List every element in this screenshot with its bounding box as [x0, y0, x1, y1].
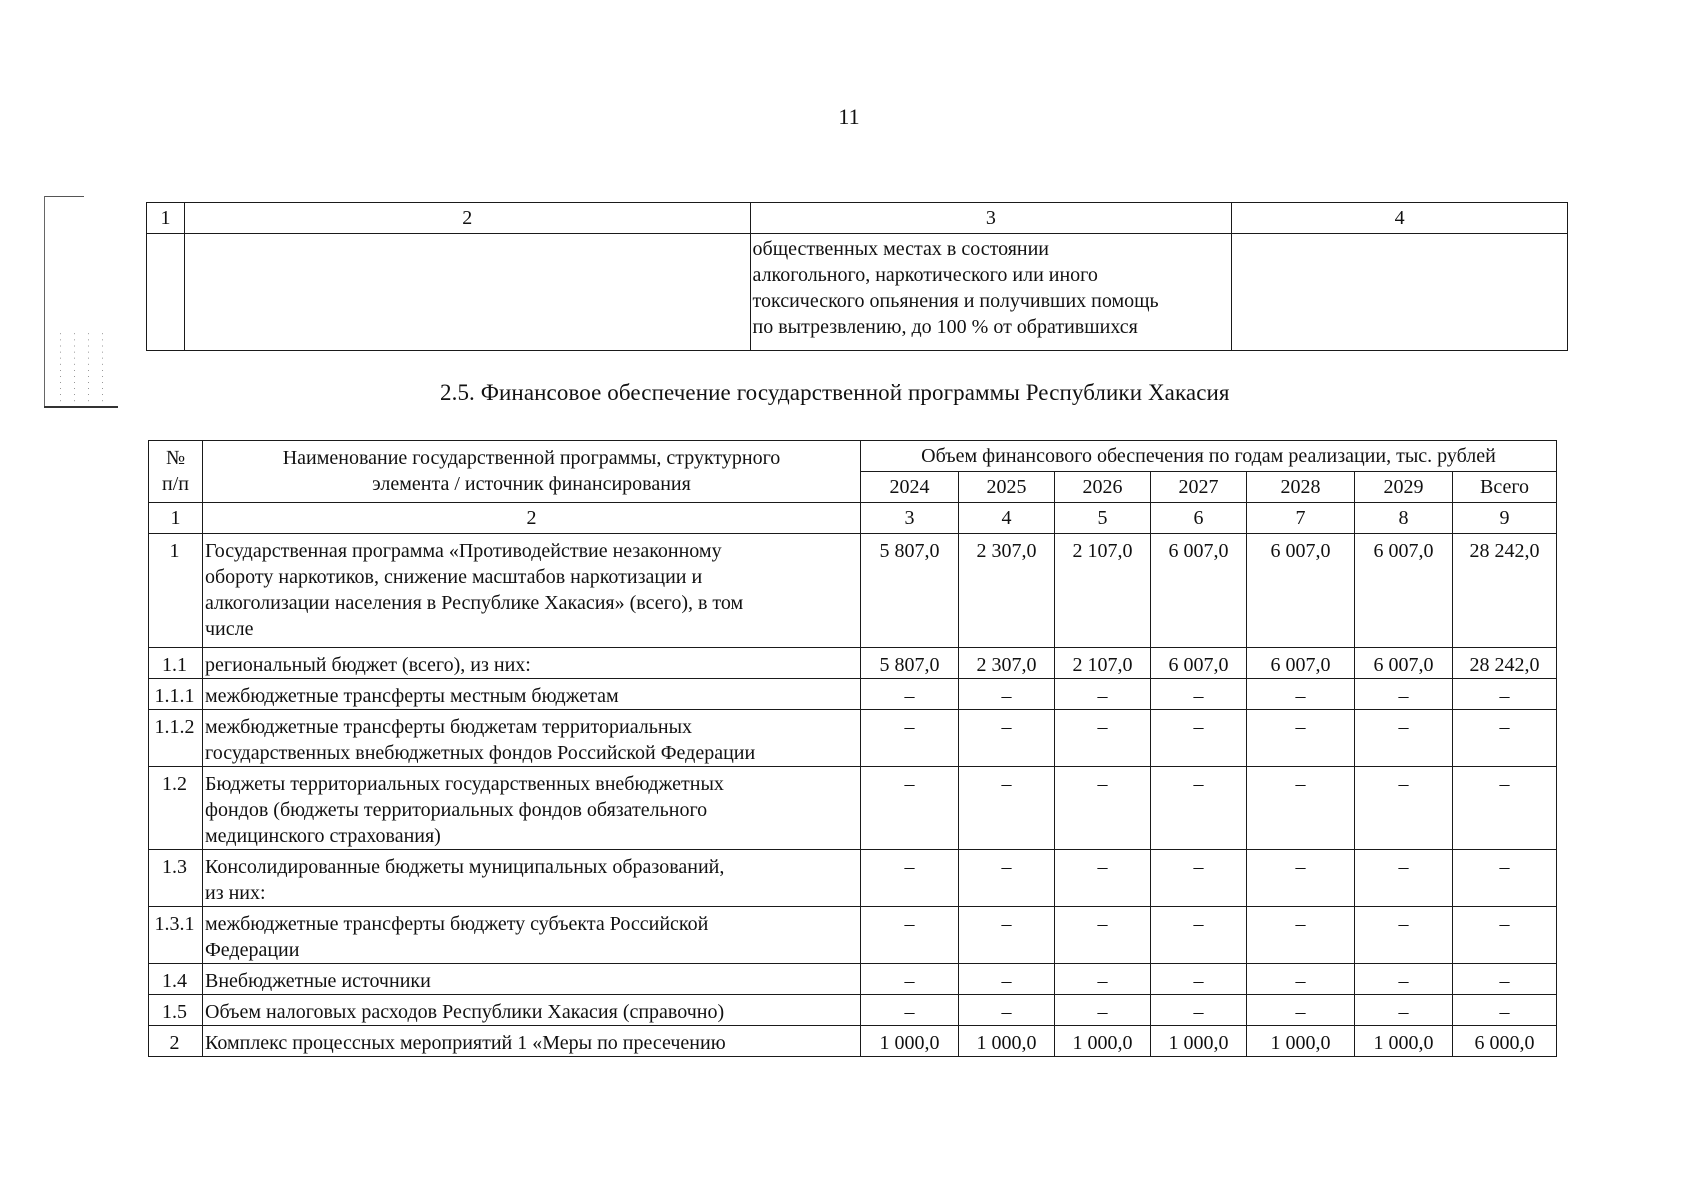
row-year-value-cell: 5 807,0 [861, 648, 959, 679]
row-year-value-cell: – [1355, 710, 1453, 767]
page-number: 11 [838, 104, 860, 129]
row-year-value-cell: – [1055, 907, 1151, 964]
row-total-cell: – [1453, 995, 1557, 1026]
continuation-header-cell: 1 [147, 203, 185, 234]
continuation-text-line: токсического опьянения и получивших помощь [752, 290, 1159, 312]
financing-row [149, 710, 1557, 767]
row-name-cell [203, 767, 861, 850]
section-title: 2.5. Финансовое обеспечение государственной программы Республики Хакасия [440, 380, 1230, 405]
continuation-text-line: по вытрезвлению, до 100 % от обратившихся [752, 316, 1138, 338]
row-year-value-cell: – [1151, 710, 1247, 767]
row-year-value-cell: – [861, 995, 959, 1026]
row-year-value-cell: – [1355, 679, 1453, 710]
row-year-value-cell: – [1355, 964, 1453, 995]
row-year-value-cell: – [1055, 964, 1151, 995]
row-year-value-cell: – [959, 964, 1055, 995]
row-name-line: региональный бюджет (всего), из них: [205, 654, 531, 676]
header-name-line: Наименование государственной программы, структурного [282, 447, 781, 469]
financing-row [149, 995, 1557, 1026]
row-year-value-cell: – [1247, 710, 1355, 767]
row-name-line: Комплекс процессных мероприятий 1 «Меры по пресечению [205, 1032, 726, 1054]
row-total-cell: – [1453, 964, 1557, 995]
row-year-value-cell: – [1247, 850, 1355, 907]
row-total-cell: – [1453, 679, 1557, 710]
row-year-value-cell: – [1151, 907, 1247, 964]
header-year-cell: 2029 [1355, 472, 1453, 503]
row-total-cell: – [1453, 710, 1557, 767]
row-year-value-cell: 1 000,0 [861, 1026, 959, 1057]
row-year-value-cell: – [1355, 907, 1453, 964]
index-cell: 1 [149, 503, 203, 534]
row-number-cell: 1.3 [149, 850, 203, 907]
stamp-frame-left [44, 196, 45, 408]
stamp-line: . . . . . . . . . . . . [68, 332, 77, 402]
row-number-cell: 1.5 [149, 995, 203, 1026]
index-cell: 4 [959, 503, 1055, 534]
row-total-cell: 28 242,0 [1453, 648, 1557, 679]
row-year-value-cell: – [1151, 964, 1247, 995]
row-year-value-cell: – [1355, 767, 1453, 850]
row-total-cell: – [1453, 767, 1557, 850]
stamp-frame-bottom [44, 406, 118, 408]
row-name-cell [203, 534, 861, 648]
row-name-line: Консолидированные бюджеты муниципальных образований, [205, 856, 725, 878]
row-year-value-cell: – [861, 710, 959, 767]
row-name-line: фондов (бюджеты территориальных фондов обязательного [205, 799, 708, 821]
row-year-value-cell: – [861, 907, 959, 964]
row-year-value-cell: – [861, 767, 959, 850]
row-year-value-cell: – [861, 679, 959, 710]
row-number-cell: 1 [149, 534, 203, 648]
continuation-header-row [147, 203, 1568, 234]
row-year-value-cell: 1 000,0 [1247, 1026, 1355, 1057]
stamp-line: . . . . . . . . . . . . [82, 332, 91, 402]
row-year-value-cell: 5 807,0 [861, 534, 959, 648]
financing-row [149, 850, 1557, 907]
index-cell: 8 [1355, 503, 1453, 534]
row-year-value-cell: – [1247, 964, 1355, 995]
row-year-value-cell: – [1355, 850, 1453, 907]
row-name-line: межбюджетные трансферты бюджетам территориальных [205, 716, 693, 738]
row-number-cell: 1.4 [149, 964, 203, 995]
header-name-cell [203, 441, 861, 503]
header-year-cell: 2024 [861, 472, 959, 503]
header-year-cell: 2027 [1151, 472, 1247, 503]
row-year-value-cell: – [1355, 995, 1453, 1026]
row-name-line: Объем налоговых расходов Республики Хакасия (справочно) [205, 1001, 725, 1023]
row-year-value-cell: 6 007,0 [1151, 534, 1247, 648]
row-year-value-cell: 6 007,0 [1247, 648, 1355, 679]
row-year-value-cell: – [1151, 679, 1247, 710]
continuation-cell-4 [1232, 234, 1568, 351]
row-year-value-cell: 1 000,0 [1355, 1026, 1453, 1057]
financing-row [149, 534, 1557, 648]
financing-index-row [149, 503, 1557, 534]
header-year-cell: 2025 [959, 472, 1055, 503]
financing-row [149, 679, 1557, 710]
header-year-cell: 2026 [1055, 472, 1151, 503]
row-name-line: межбюджетные трансферты бюджету субъекта Российской [205, 913, 709, 935]
continuation-cell-3 [750, 234, 1232, 351]
row-year-value-cell: – [1247, 907, 1355, 964]
row-number-cell: 1.1.2 [149, 710, 203, 767]
row-number-cell: 1.1 [149, 648, 203, 679]
row-name-line: государственных внебюджетных фондов Российской Федерации [205, 742, 756, 764]
index-cell: 5 [1055, 503, 1151, 534]
continuation-header-cell: 4 [1232, 203, 1568, 234]
financing-row [149, 648, 1557, 679]
row-name-line: межбюджетные трансферты местным бюджетам [205, 685, 619, 707]
registration-stamp [44, 196, 120, 408]
row-year-value-cell: – [861, 964, 959, 995]
row-name-cell [203, 1026, 861, 1057]
row-year-value-cell: 1 000,0 [959, 1026, 1055, 1057]
financing-row [149, 964, 1557, 995]
row-number-cell: 1.2 [149, 767, 203, 850]
row-year-value-cell: – [1247, 767, 1355, 850]
continuation-header-cell: 2 [184, 203, 750, 234]
financing-table [148, 440, 1557, 1057]
index-cell: 6 [1151, 503, 1247, 534]
row-year-value-cell: – [1055, 995, 1151, 1026]
continuation-text-line: алкогольного, наркотического или иного [752, 264, 1098, 286]
continuation-table [146, 202, 1568, 351]
row-name-cell [203, 995, 861, 1026]
row-number-cell: 2 [149, 1026, 203, 1057]
row-year-value-cell: 2 307,0 [959, 534, 1055, 648]
stamp-frame-top [44, 196, 84, 197]
row-name-cell [203, 679, 861, 710]
continuation-text-line: общественных местах в состоянии [752, 238, 1049, 260]
row-year-value-cell: – [959, 995, 1055, 1026]
row-year-value-cell: 2 107,0 [1055, 534, 1151, 648]
row-name-line: Государственная программа «Противодействие незаконному [205, 540, 722, 562]
row-total-cell: 6 000,0 [1453, 1026, 1557, 1057]
row-year-value-cell: – [1055, 767, 1151, 850]
row-year-value-cell: – [959, 907, 1055, 964]
row-name-line: обороту наркотиков, снижение масштабов наркотизации и [205, 566, 703, 588]
index-cell: 9 [1453, 503, 1557, 534]
financing-header-row-1 [149, 441, 1557, 472]
row-year-value-cell: 1 000,0 [1151, 1026, 1247, 1057]
row-total-cell: – [1453, 907, 1557, 964]
row-year-value-cell: 6 007,0 [1151, 648, 1247, 679]
header-total-cell: Всего [1453, 472, 1557, 503]
row-name-line: Федерации [205, 939, 300, 961]
continuation-header-cell: 3 [750, 203, 1232, 234]
header-volume-cell: Объем финансового обеспечения по годам реализации, тыс. рублей [861, 441, 1557, 472]
row-year-value-cell: – [959, 679, 1055, 710]
stamp-line: . . . . . . . . . . . . [96, 332, 105, 402]
index-cell: 7 [1247, 503, 1355, 534]
header-number-line: п/п [162, 473, 189, 495]
row-name-cell [203, 907, 861, 964]
row-name-line: числе [205, 618, 254, 640]
row-year-value-cell: – [959, 850, 1055, 907]
row-name-cell [203, 710, 861, 767]
header-number-cell [149, 441, 203, 503]
row-year-value-cell: – [1247, 995, 1355, 1026]
row-name-line: медицинского страхования) [205, 825, 441, 847]
header-name-line: элемента / источник финансирования [372, 473, 691, 495]
row-year-value-cell: – [1151, 995, 1247, 1026]
row-name-line: из них: [205, 882, 266, 904]
row-total-cell: 28 242,0 [1453, 534, 1557, 648]
row-year-value-cell: 2 307,0 [959, 648, 1055, 679]
row-name-line: Бюджеты территориальных государственных внебюджетных [205, 773, 724, 795]
index-cell: 2 [203, 503, 861, 534]
row-year-value-cell: 6 007,0 [1355, 648, 1453, 679]
row-name-cell [203, 850, 861, 907]
header-year-cell: 2028 [1247, 472, 1355, 503]
row-year-value-cell: – [1151, 850, 1247, 907]
index-cell: 3 [861, 503, 959, 534]
financing-row [149, 1026, 1557, 1057]
stamp-line: . . . . . . . . . . . . [54, 332, 63, 402]
row-year-value-cell: – [1055, 850, 1151, 907]
header-number-line: № [165, 447, 186, 469]
row-name-cell [203, 964, 861, 995]
continuation-cell-2 [184, 234, 750, 351]
row-year-value-cell: 2 107,0 [1055, 648, 1151, 679]
row-year-value-cell: – [959, 767, 1055, 850]
row-name-line: алкоголизации населения в Республике Хакасия» (всего), в том [205, 592, 744, 614]
row-year-value-cell: – [1055, 710, 1151, 767]
row-year-value-cell: 1 000,0 [1055, 1026, 1151, 1057]
row-year-value-cell: 6 007,0 [1247, 534, 1355, 648]
financing-row [149, 767, 1557, 850]
row-year-value-cell: – [1055, 679, 1151, 710]
row-name-line: Внебюджетные источники [205, 970, 431, 992]
row-year-value-cell: – [1247, 679, 1355, 710]
row-number-cell: 1.1.1 [149, 679, 203, 710]
row-number-cell: 1.3.1 [149, 907, 203, 964]
continuation-cell-1 [147, 234, 185, 351]
row-year-value-cell: – [861, 850, 959, 907]
row-year-value-cell: – [959, 710, 1055, 767]
financing-body [149, 534, 1557, 1057]
continuation-row [147, 234, 1568, 351]
row-total-cell: – [1453, 850, 1557, 907]
financing-row [149, 907, 1557, 964]
row-name-cell [203, 648, 861, 679]
row-year-value-cell: 6 007,0 [1355, 534, 1453, 648]
row-year-value-cell: – [1151, 767, 1247, 850]
